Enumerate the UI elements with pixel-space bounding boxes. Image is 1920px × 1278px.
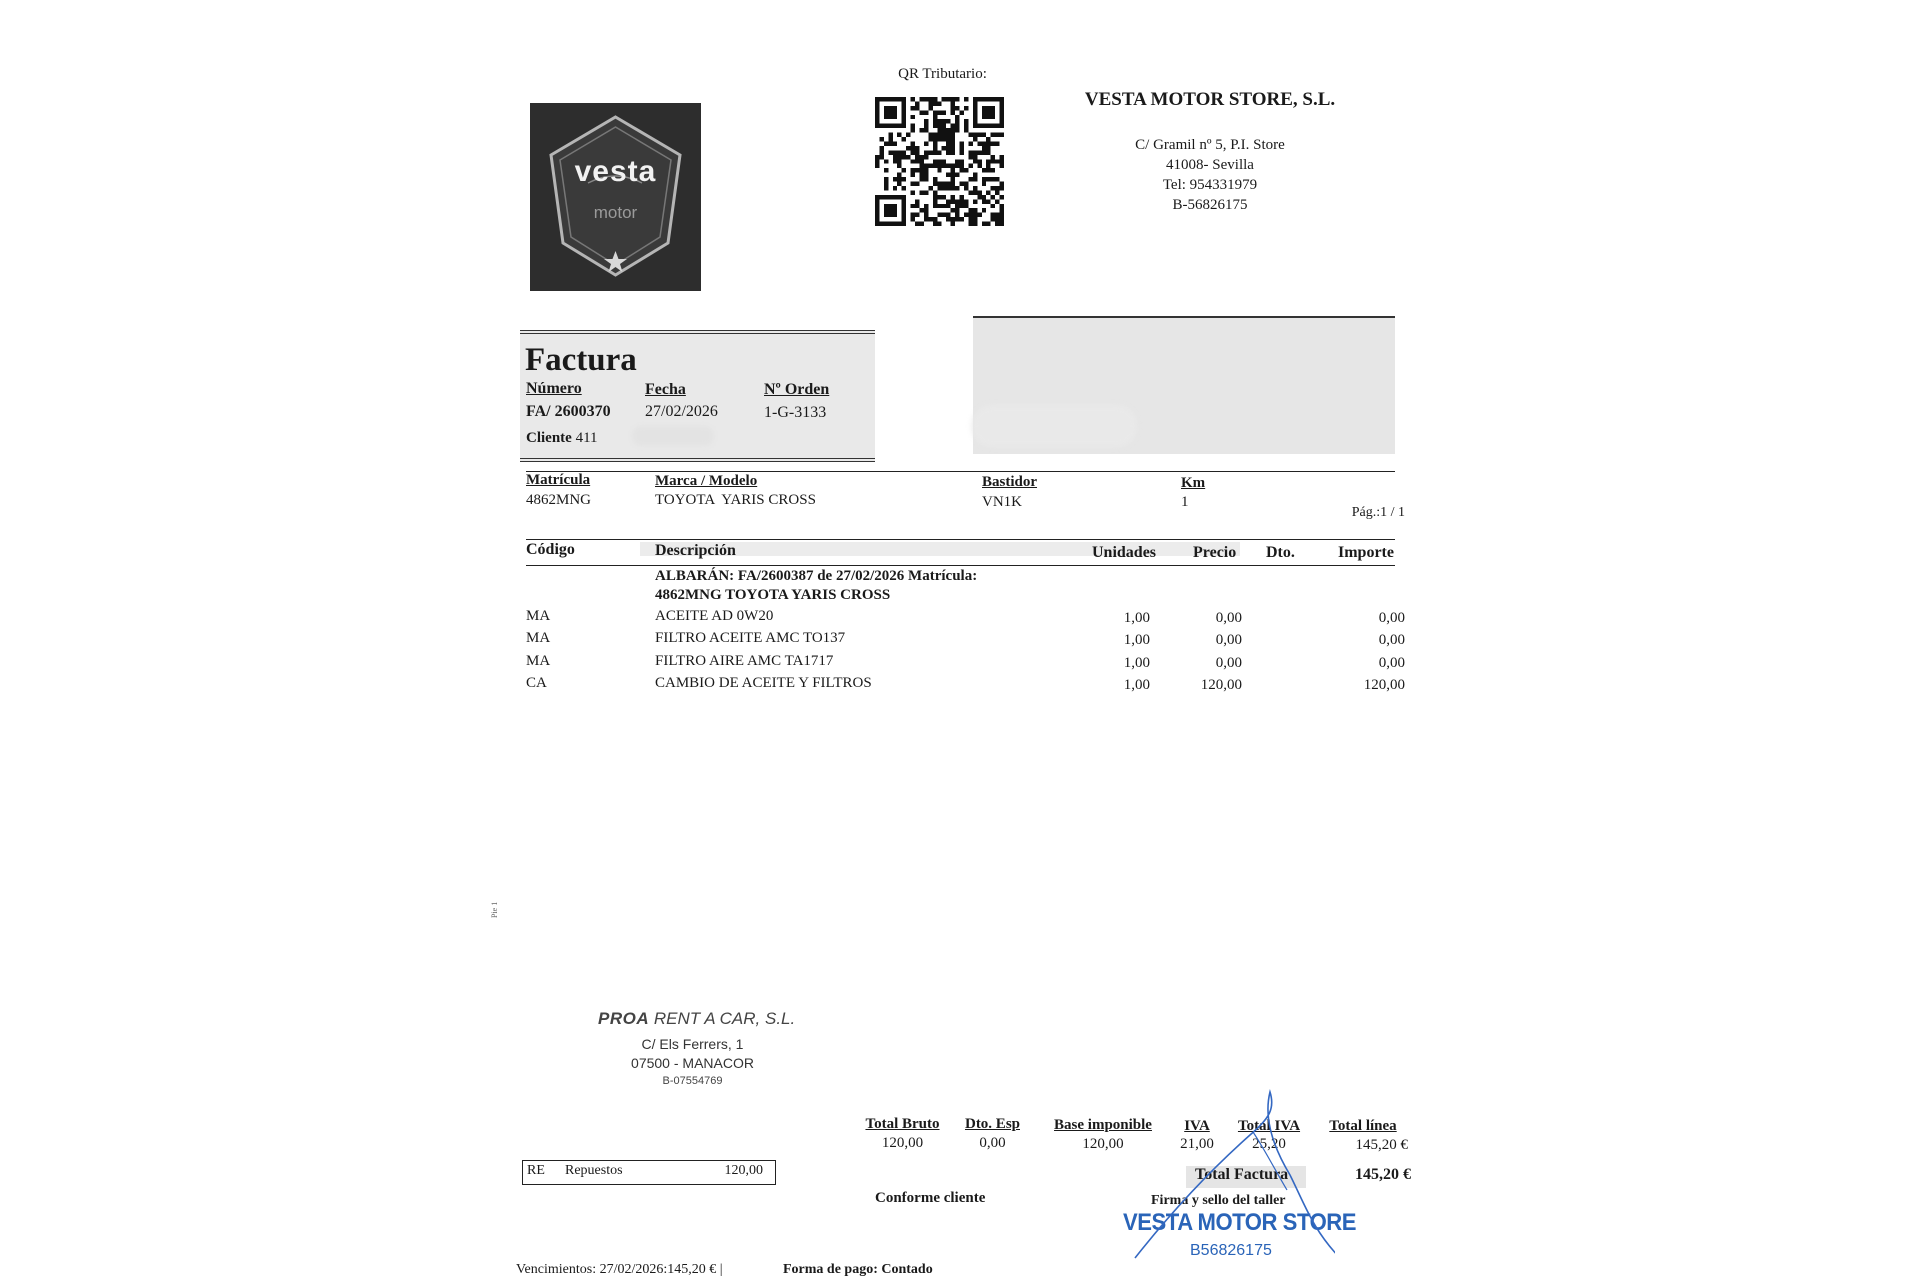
total-factura-value: 145,20 € <box>1355 1166 1411 1183</box>
total-linea-label: Total línea <box>1329 1118 1397 1134</box>
header-unidades: Unidades <box>1092 544 1157 561</box>
cliente-label: Cliente <box>526 430 572 446</box>
company-city: 41008- Sevilla <box>1166 157 1254 173</box>
row-descripcion: FILTRO AIRE AMC TA1717 <box>655 652 834 669</box>
row-unidades: 1,00 <box>1123 632 1150 649</box>
total-bruto-label: Total Bruto <box>865 1116 940 1132</box>
row-codigo: CA <box>526 674 547 691</box>
row-descripcion: ACEITE AD 0W20 <box>655 608 774 624</box>
invoice-date: 27/02/2026 <box>645 403 718 420</box>
marca-label: Marca / Modelo <box>655 473 758 489</box>
dto-esp-value: 0,00 <box>979 1135 1006 1151</box>
recipient-city: 07500 - MANACOR <box>631 1055 754 1071</box>
total-iva-value: 25,20 <box>1252 1136 1286 1152</box>
total-bruto-value: 120,00 <box>881 1135 924 1151</box>
albaran-line-1: ALBARÁN: FA/2600387 de 27/02/2026 Matrícula: <box>655 568 978 584</box>
company-logo <box>530 103 701 291</box>
logo-brand-text: vesta <box>574 155 657 188</box>
row-importe: 0,00 <box>1378 632 1405 649</box>
re-code: RE <box>527 1163 545 1178</box>
client-row <box>526 430 598 447</box>
row-importe: 0,00 <box>1378 654 1405 671</box>
logo-sub-text: motor <box>593 203 638 222</box>
dto-esp-label: Dto. Esp <box>964 1116 1020 1132</box>
company-cif: B-56826175 <box>1172 197 1248 213</box>
row-unidades: 1,00 <box>1123 654 1150 671</box>
table-header-bottom-rule <box>526 565 1395 566</box>
fecha-label: Fecha <box>645 381 686 398</box>
invoice-title: Factura <box>525 342 637 378</box>
qr-label: QR Tributario: <box>898 66 987 82</box>
matricula-value: 4862MNG <box>526 492 592 508</box>
cliente-code: 411 <box>575 430 598 446</box>
header-precio: Precio <box>1193 544 1237 561</box>
albaran-line-2: 4862MNG TOYOTA YARIS CROSS <box>655 587 891 603</box>
row-codigo: MA <box>526 608 551 624</box>
numero-label: Número <box>526 380 582 397</box>
base-imponible-label: Base imponible <box>1054 1117 1152 1133</box>
qr-code <box>875 97 1004 226</box>
row-precio: 120,00 <box>1200 676 1242 693</box>
total-iva-label: Total IVA <box>1237 1118 1301 1134</box>
row-codigo: MA <box>526 652 551 669</box>
stamp-cif: B56826175 <box>1190 1242 1272 1259</box>
re-label: Repuestos <box>565 1163 623 1178</box>
bastidor-value: VN1K <box>982 494 1022 510</box>
row-precio: 0,00 <box>1215 610 1242 626</box>
recipient-cif: B-07554769 <box>662 1075 723 1087</box>
company-phone: Tel: 954331979 <box>1162 177 1258 193</box>
row-importe: 120,00 <box>1363 676 1405 693</box>
bastidor-label: Bastidor <box>982 474 1038 490</box>
client-address-blur <box>972 405 1137 447</box>
km-label: Km <box>1181 475 1206 491</box>
stamp-name: VESTA MOTOR STORE <box>1123 1209 1357 1236</box>
km-value: 1 <box>1181 494 1189 510</box>
margin-note: Pie 1 <box>490 901 499 918</box>
re-box <box>522 1160 776 1185</box>
vehicle-top-rule <box>526 471 1395 472</box>
row-precio: 0,00 <box>1215 654 1242 671</box>
row-precio: 0,00 <box>1215 632 1242 649</box>
iva-value: 21,00 <box>1180 1136 1214 1152</box>
invoice-order: 1-G-3133 <box>764 404 827 421</box>
row-codigo: MA <box>526 630 551 647</box>
header-descripcion: Descripción <box>655 542 736 559</box>
matricula-label: Matrícula <box>526 472 591 488</box>
base-imponible-value: 120,00 <box>1082 1136 1124 1152</box>
header-codigo: Código <box>526 541 575 558</box>
row-importe: 0,00 <box>1378 610 1405 626</box>
recipient-brand: PROA <box>598 1009 650 1028</box>
firma-sello-label: Firma y sello del taller <box>1151 1193 1286 1208</box>
header-dto: Dto. <box>1266 544 1295 561</box>
recipient-name-rest: RENT A CAR, S.L. <box>649 1009 796 1028</box>
client-name-redacted <box>632 426 714 446</box>
forma-pago: Forma de pago: Contado <box>783 1262 933 1277</box>
total-linea-value: 145,20 € <box>1355 1137 1408 1153</box>
vesta-logo-graphic <box>530 103 701 291</box>
re-value: 120,00 <box>724 1163 763 1178</box>
company-name: VESTA MOTOR STORE, S.L. <box>1084 89 1336 110</box>
iva-label: IVA <box>1184 1118 1210 1134</box>
conforme-cliente: Conforme cliente <box>875 1190 986 1206</box>
recipient-address: C/ Els Ferrers, 1 <box>641 1036 744 1052</box>
qr-code-graphic <box>875 97 1004 226</box>
row-descripcion: FILTRO ACEITE AMC TO137 <box>655 630 846 647</box>
header-importe: Importe <box>1338 544 1394 561</box>
page-number: Pág.:1 / 1 <box>1351 505 1405 520</box>
orden-label: Nº Orden <box>764 381 830 398</box>
marca-value: TOYOTA YARIS CROSS <box>655 492 816 508</box>
company-address: C/ Gramil nº 5, P.I. Store <box>1135 137 1285 153</box>
row-descripcion: CAMBIO DE ACEITE Y FILTROS <box>655 674 872 691</box>
table-header-top-rule <box>526 539 1395 540</box>
invoice-number: FA/ 2600370 <box>526 403 611 420</box>
handwritten-signature <box>1125 1080 1335 1260</box>
row-unidades: 1,00 <box>1123 676 1150 693</box>
row-unidades: 1,00 <box>1123 610 1150 626</box>
total-factura-label: Total Factura <box>1195 1166 1289 1183</box>
recipient-name <box>598 1009 795 1029</box>
vencimientos: Vencimientos: 27/02/2026:145,20 € | <box>516 1262 723 1277</box>
